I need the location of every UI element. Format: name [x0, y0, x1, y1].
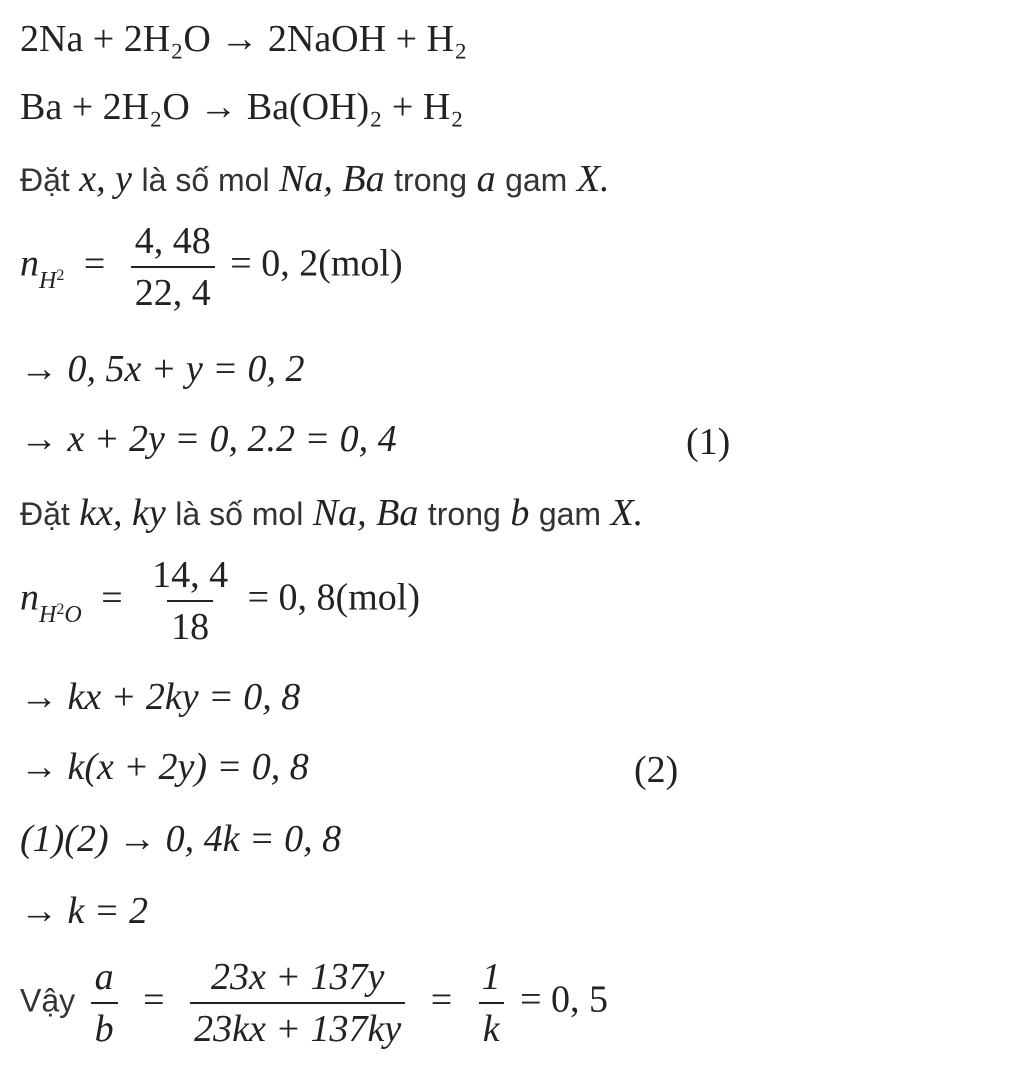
fraction-a-b	[91, 958, 118, 1048]
fraction-mass-ratio-numerator: 23x + 137y	[210, 956, 385, 998]
fraction-h2o-denominator: 18	[167, 600, 213, 646]
equation-kx-2ky	[20, 678, 300, 716]
fraction-one-over-k-numerator: 1	[481, 956, 501, 998]
equation-1-text: → x + 2y = 0, 2.2 = 0, 4	[20, 418, 397, 460]
equation-combined	[20, 820, 341, 858]
text-dat: Đặt	[20, 162, 70, 198]
equation-kx-2ky-text: → kx + 2ky = 0, 8	[20, 676, 301, 718]
text-la-so-mol-2: là số mol	[175, 496, 304, 532]
fraction-mass-ratio	[190, 958, 405, 1048]
n-subscript-h: H	[39, 267, 57, 294]
equation-sodium-water	[20, 20, 467, 58]
fraction-h2-denominator: 22, 4	[131, 266, 215, 312]
n-subscript-2-2: 2	[56, 600, 65, 618]
fraction-one-over-k-denominator: k	[479, 1002, 504, 1048]
n-symbol: n	[20, 242, 39, 285]
equation-sodium-water-text: 2Na + 2H₂O → 2NaOH + H₂	[20, 18, 468, 60]
n-subscript-h-2: H	[39, 601, 57, 628]
final-ratio-equation: Vậy $\frac{a}{b}$ = $\frac{23x + 137y}{23kx + 137ky}$ = $\frac{1}{k}$ = 0, 5	[20, 956, 609, 1050]
fraction-mass-ratio-denominator: 23kx + 137ky	[190, 1002, 405, 1048]
equation-0-5x-plus-y-text: → 0, 5x + y = 0, 2	[20, 348, 305, 390]
moles-h2o-result: = 0, 8(mol)	[247, 576, 420, 619]
equation-1	[20, 420, 397, 458]
elements-na-ba-2: Na, Ba	[312, 492, 419, 534]
equation-k-equals-2-text: → k = 2	[20, 890, 149, 932]
equation-barium-water-text: Ba + 2H₂O → Ba(OH)₂ + H₂	[20, 86, 464, 128]
n-symbol-2: n	[20, 576, 39, 619]
fraction-a-b-numerator: a	[94, 956, 114, 998]
text-dat-2: Đặt	[20, 496, 70, 532]
final-ratio-result: = 0, 5	[520, 978, 609, 1021]
mixture-x: X.	[576, 158, 610, 200]
text-la-so-mol: là số mol	[141, 162, 270, 198]
equation-barium-water	[20, 88, 464, 126]
text-trong: trong	[394, 162, 468, 198]
mixture-x-2: X.	[610, 492, 644, 534]
elements-na-ba: Na, Ba	[279, 158, 385, 200]
vars-x-y: x, y	[79, 158, 133, 200]
moles-h2o-equation: $n_H2_O$ = $\frac{14, 4}{18}$ = 0, 8(mol)	[20, 554, 420, 648]
vars-kx-ky: kx, ky	[79, 492, 166, 534]
text-trong-2: trong	[427, 496, 501, 532]
definition-kx-ky	[20, 494, 643, 532]
definition-x-y	[20, 160, 610, 198]
fraction-a-b-denominator: b	[91, 1002, 118, 1048]
n-subscript-o: O	[64, 601, 82, 628]
equation-0-5x-plus-y	[20, 350, 305, 388]
moles-h2-result: = 0, 2(mol)	[230, 242, 403, 285]
equation-k-equals-2	[20, 892, 148, 930]
fraction-h2	[131, 222, 215, 312]
fraction-h2-numerator: 4, 48	[134, 220, 211, 262]
fraction-one-over-k	[478, 958, 505, 1048]
text-vay: Vậy	[20, 982, 76, 1019]
n-subscript-2: 2	[56, 266, 65, 284]
mass-b: b	[510, 492, 530, 534]
equation-2-text: → k(x + 2y) = 0, 8	[20, 746, 309, 788]
fraction-h2o-numerator: 14, 4	[152, 554, 229, 596]
equation-2	[20, 748, 309, 786]
fraction-h2o	[148, 556, 232, 646]
equation-combined-text: (1)(2) → 0, 4k = 0, 8	[20, 818, 342, 860]
text-gam: gam	[505, 162, 568, 198]
equation-tag-1: (1)	[686, 421, 731, 463]
text-gam-2: gam	[538, 496, 602, 532]
equation-tag-2: (2)	[634, 749, 679, 791]
moles-h2-equation: $n_H2$ = $\frac{4, 48}{22, 4}$ = 0, 2(mol)	[20, 220, 403, 314]
mass-a: a	[476, 158, 496, 200]
